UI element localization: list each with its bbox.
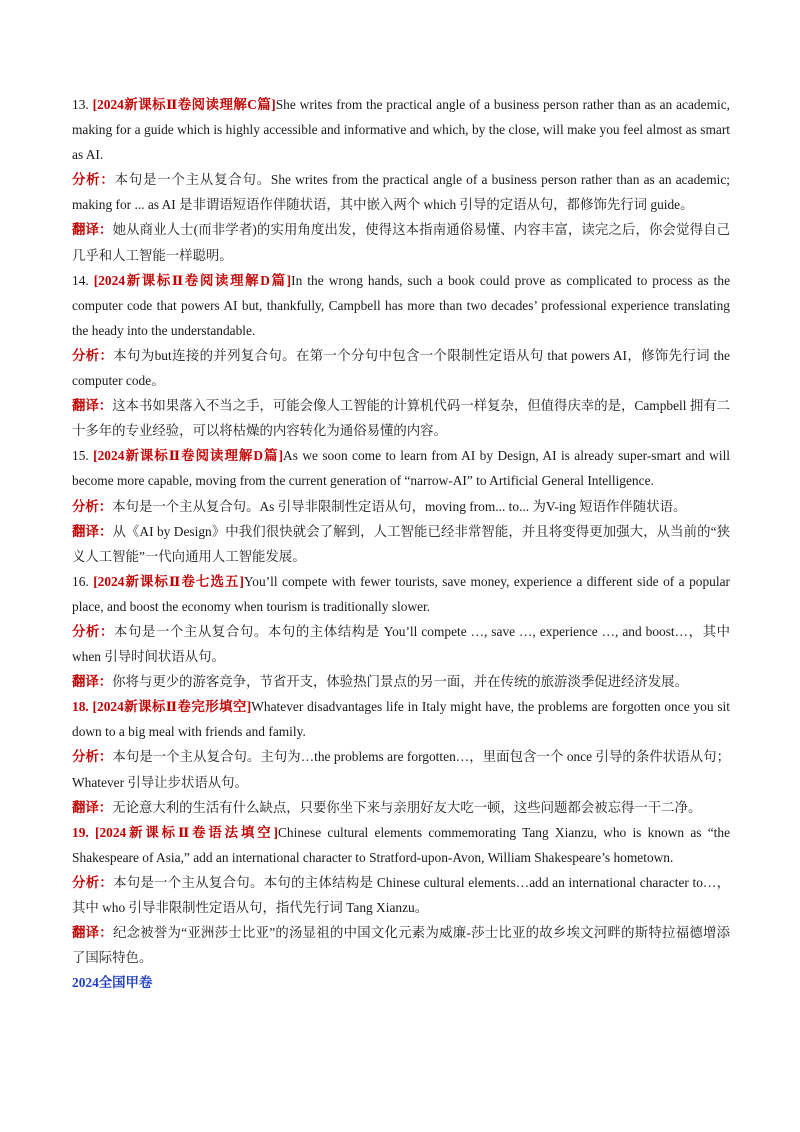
english-sentence: You’ll compete with fewer tourists, save money, experience a different side of a popular place, and boost the economy when tourism is traditionally slower. — [72, 573, 730, 614]
english-sentence: In the wrong hands, such a book could prove as complicated to process as the computer code that powers AI but, thankfully, Campbell has more than two decades’ professional experience translating the heady into the understandable. — [72, 272, 731, 338]
translation-label: 翻译： — [72, 398, 113, 414]
translation-text: 无论意大利的生活有什么缺点，只要你坐下来与亲朋好友大吃一顿，这些问题都会被忘得一干二净。 — [112, 799, 702, 815]
sentence-19 — [72, 820, 730, 870]
analysis-14 — [72, 343, 730, 393]
sentence-16 — [72, 569, 730, 619]
translation-label: 翻译： — [72, 925, 113, 941]
item-number: 18. — [72, 699, 93, 715]
analysis-label: 分析： — [72, 172, 115, 188]
analysis-19 — [72, 870, 730, 920]
translation-label: 翻译： — [72, 799, 113, 815]
source-tag: [2024新课标Ⅱ卷语法填空] — [94, 824, 278, 840]
translation-text: 你将与更少的游客竞争，节省开支，体验热门景点的另一面，并在传统的旅游淡季促进经济发展。 — [112, 674, 688, 690]
item-number: 19. — [72, 824, 95, 840]
translation-14 — [72, 393, 730, 443]
analysis-text: 本句是一个主从复合句。本句的主体结构是 Chinese cultural elements…add an international character to…，其中 who 引导非限制性定语从句，指代先行词 Tang Xianzu。 — [72, 874, 730, 915]
analysis-text: 本句是一个主从复合句。As 引导非限制性定语从句，moving from... to... 为V-ing 短语作伴随状语。 — [112, 498, 687, 514]
item-19 — [72, 820, 730, 971]
analysis-18 — [72, 744, 730, 794]
item-18 — [72, 694, 730, 819]
item-number: 16. — [72, 573, 94, 589]
item-15 — [72, 443, 730, 568]
analysis-text: 本句是一个主从复合句。本句的主体结构是 You’ll compete …, save …, experience …, and boost…，其中 when 引导时间状语从句。 — [72, 623, 731, 665]
translation-15 — [72, 519, 730, 569]
item-number: 15. — [72, 448, 94, 464]
item-14 — [72, 268, 730, 444]
translation-label: 翻译： — [72, 222, 113, 238]
sentence-15 — [72, 443, 730, 493]
item-16 — [72, 569, 730, 694]
analysis-text: 本句是一个主从复合句。She writes from the practical angle of a business person rather than as an academic; making for ... as AI 是非谓语短语作伴随状语，其中嵌入两个 which 引导的定语从句，都修饰先行词 guide。 — [72, 172, 731, 213]
section-heading: 2024全国甲卷 — [72, 975, 153, 991]
translation-label: 翻译： — [72, 523, 113, 539]
source-tag: [2024新课标Ⅱ卷阅读理解D篇] — [93, 448, 284, 464]
translation-text: 这本书如果落入不当之手，可能会像人工智能的计算机代码一样复杂，但值得庆幸的是，Campbell 拥有二十多年的专业经验，可以将枯燥的内容转化为通俗易懂的内容。 — [72, 398, 730, 439]
analysis-label: 分析： — [72, 874, 114, 890]
source-tag: [2024新课标Ⅱ卷阅读理解D篇] — [93, 272, 292, 288]
source-tag: [2024新课标Ⅱ卷完形填空] — [92, 699, 252, 715]
english-sentence: She writes from the practical angle of a business person rather than as an academic, making for a guide which is highly accessible and informative and which, by the close, will make you feel almost as smart as AI. — [72, 97, 730, 163]
english-sentence: As we soon come to learn from AI by Design, AI is already super-smart and will become more capable, moving from the current generation of “narrow-AI” to Artificial General Intelligence. — [72, 448, 731, 489]
item-number: 13. — [72, 97, 93, 112]
analysis-label: 分析： — [72, 347, 114, 363]
translation-text: 从《AI by Design》中我们很快就会了解到，人工智能已经非常智能，并且将变得更加强大，从当前的“狭义人工智能”一代向通用人工智能发展。 — [72, 523, 731, 564]
english-sentence: Whatever disadvantages life in Italy might have, the problems are forgotten once you sit down to a big meal with friends and family. — [72, 699, 730, 740]
sentence-18 — [72, 694, 730, 744]
sentence-14 — [72, 268, 730, 343]
item-13 — [72, 92, 730, 268]
sentence-13 — [72, 92, 730, 167]
translation-19 — [72, 920, 730, 970]
translation-16 — [72, 669, 730, 694]
analysis-label: 分析： — [72, 498, 113, 514]
analysis-label: 分析： — [72, 749, 113, 765]
analysis-text: 本句是一个主从复合句。主句为…the problems are forgotten…，里面包含一个 once 引导的条件状语从句；Whatever 引导让步状语从句。 — [72, 749, 730, 790]
translation-13 — [72, 217, 730, 267]
translation-text: 纪念被誉为“亚洲莎士比亚”的汤显祖的中国文化元素为威廉-莎士比亚的故乡埃文河畔的斯特拉福德增添了国际特色。 — [72, 925, 731, 966]
english-sentence: Chinese cultural elements commemorating Tang Xianzu, who is known as “the Shakespeare of Asia,” add an international character to Stratford-upon-Avon, William Shakespeare’s hometown. — [72, 824, 731, 865]
analysis-13 — [72, 167, 730, 217]
translation-text: 她从商业人士(而非学者)的实用角度出发，使得这本指南通俗易懂、内容丰富，读完之后，你会觉得自己几乎和人工智能一样聪明。 — [72, 222, 730, 263]
translation-label: 翻译： — [72, 674, 113, 690]
analysis-text: 本句为but连接的并列复合句。在第一个分句中包含一个限制性定语从句 that powers AI，修饰先行词 the computer code。 — [72, 347, 730, 389]
item-number: 14. — [72, 272, 94, 288]
source-tag: [2024新课标Ⅱ卷七选五] — [93, 573, 244, 589]
analysis-label: 分析： — [72, 623, 114, 639]
analysis-15 — [72, 494, 730, 519]
translation-18 — [72, 795, 730, 820]
analysis-16 — [72, 619, 730, 669]
source-tag: [2024新课标Ⅱ卷阅读理解C篇] — [92, 97, 276, 112]
